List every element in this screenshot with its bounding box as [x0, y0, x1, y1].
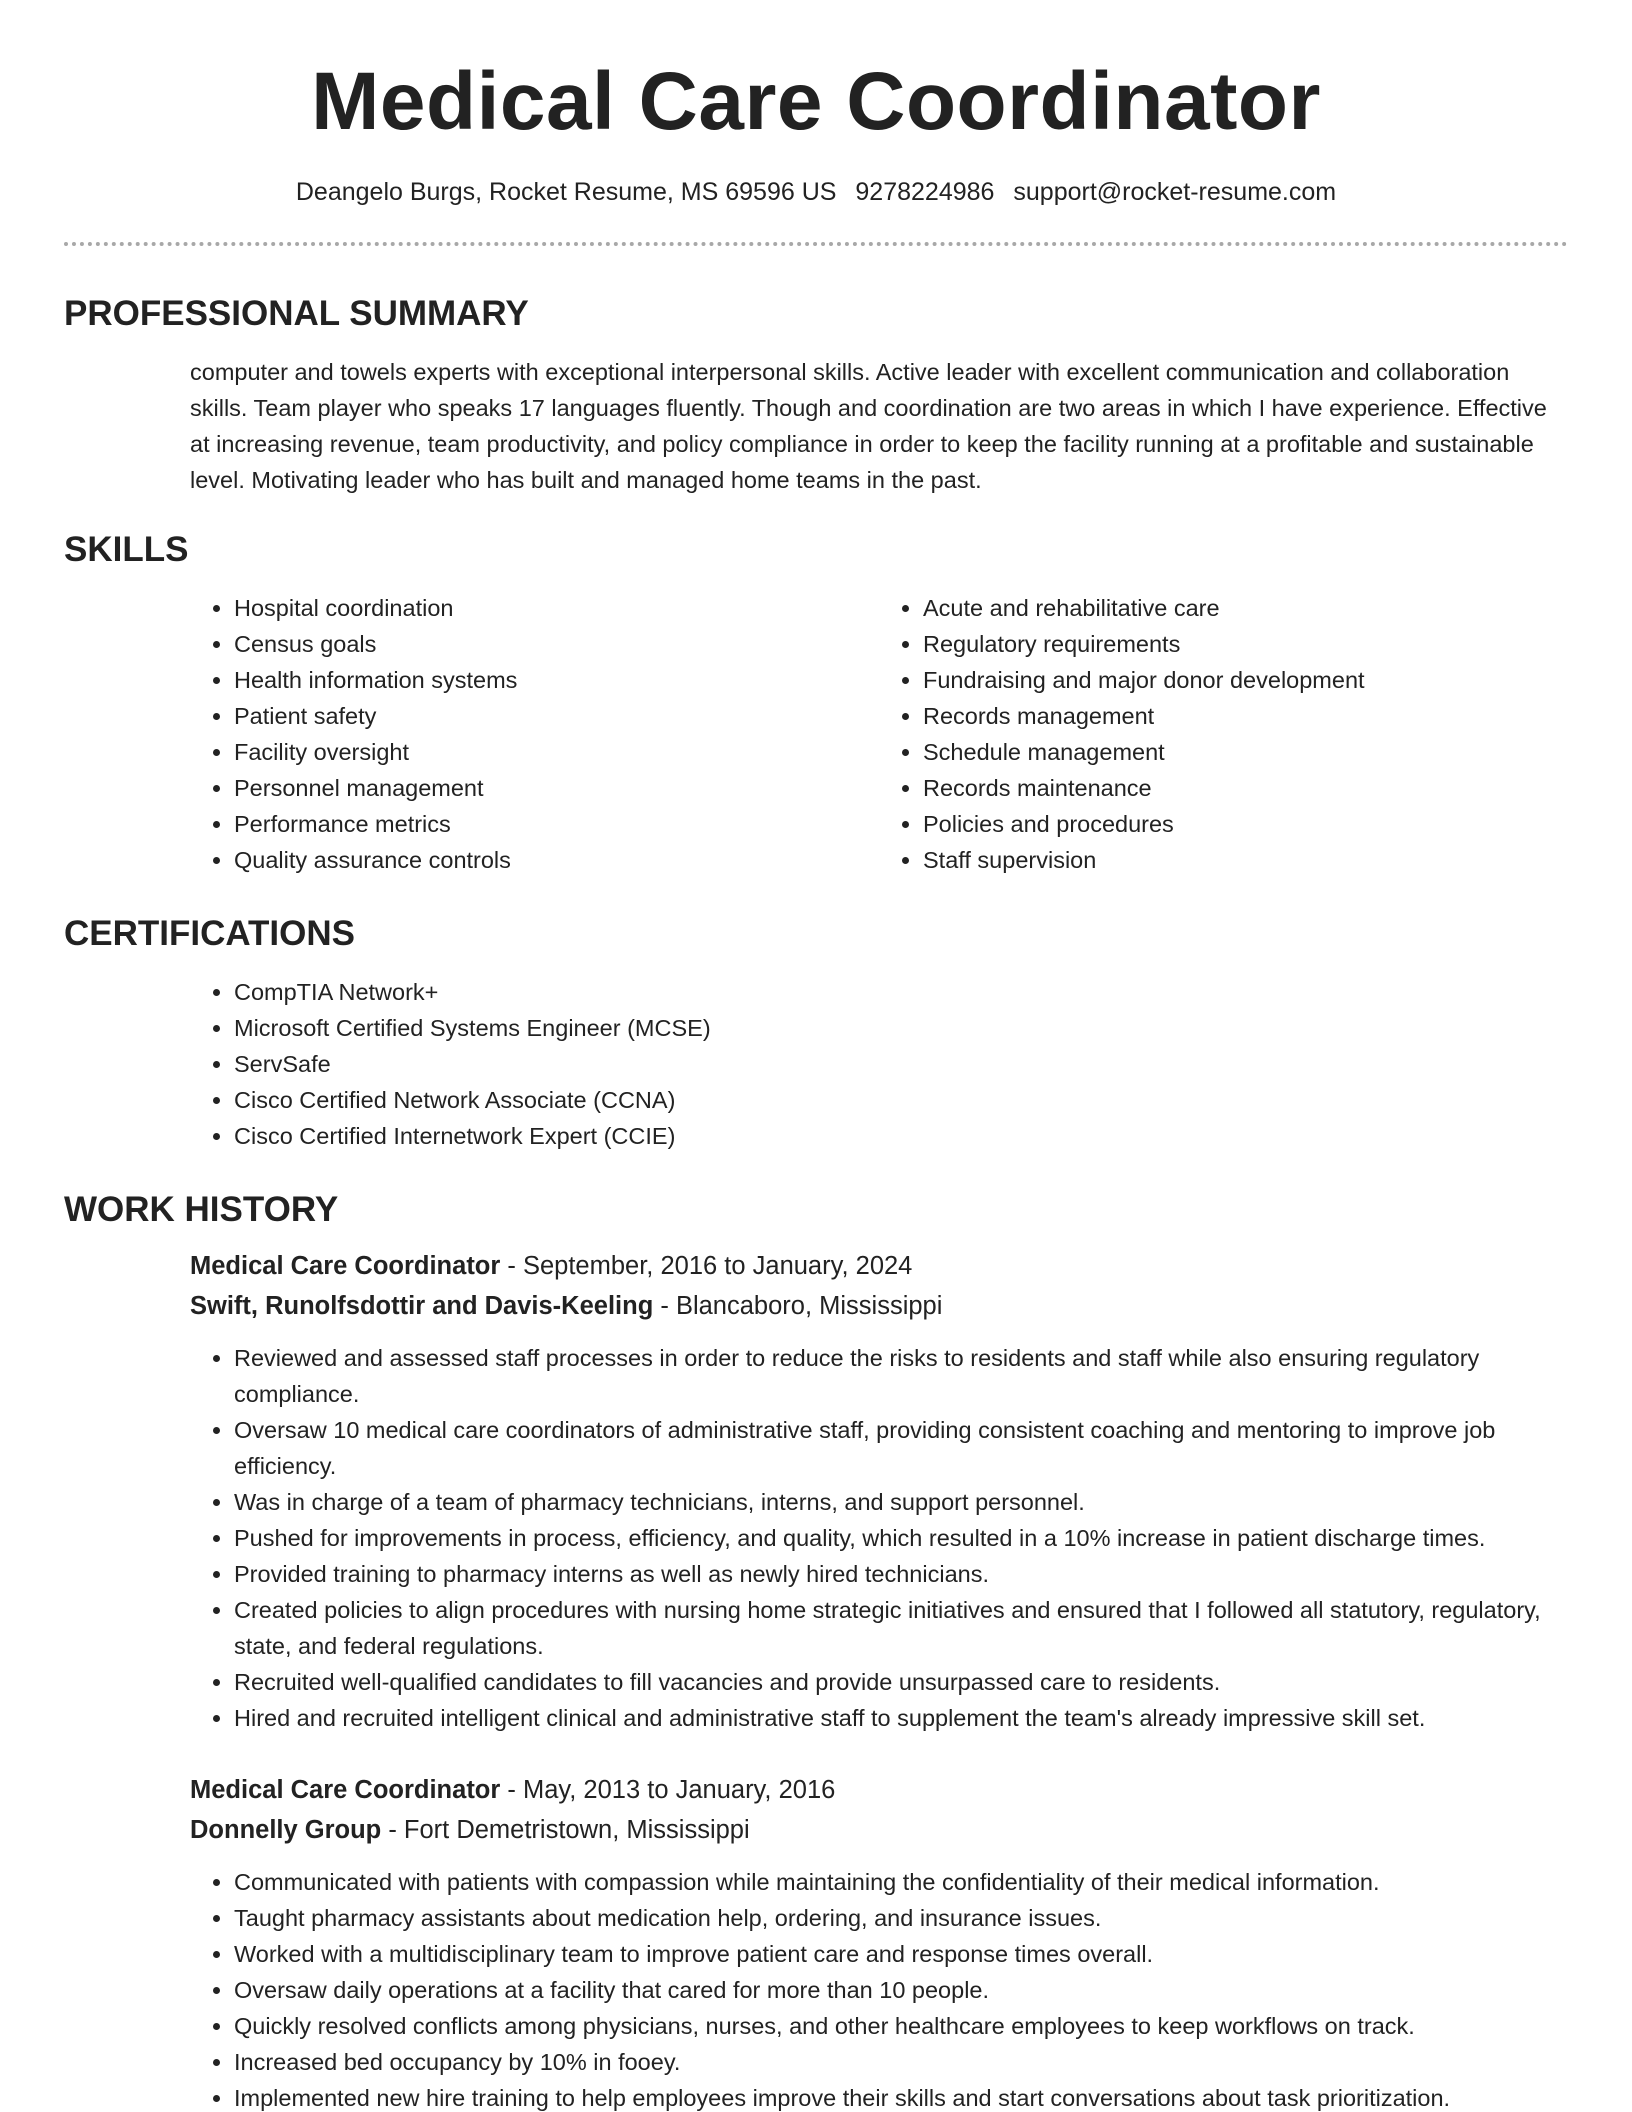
skill-item: • Schedule management	[923, 734, 1568, 770]
job-bullet: • Reviewed and assessed staff processes in order to reduce the risks to residents and staff while also ensuring regulatory compliance.	[234, 1340, 1568, 1412]
skill-item: • Policies and procedures	[923, 806, 1568, 842]
certification-item: • Cisco Certified Network Associate (CCNA)	[234, 1082, 1568, 1118]
skill-item: • Fundraising and major donor development	[923, 662, 1568, 698]
section-certifications	[64, 912, 1568, 1154]
job-location: - Fort Demetristown, Mississippi	[381, 1816, 750, 1844]
skills-column-left	[190, 590, 879, 878]
section-skills	[64, 528, 1568, 878]
job-company-line	[190, 1810, 1568, 1850]
section-heading-work-history: WORK HISTORY	[64, 1190, 339, 1229]
job-title-line	[190, 1246, 1568, 1286]
resume-header	[0, 0, 1632, 208]
certification-item: • Microsoft Certified Systems Engineer (MCSE)	[234, 1010, 1568, 1046]
skill-item: • Quality assurance controls	[234, 842, 879, 878]
skill-item: • Regulatory requirements	[923, 626, 1568, 662]
contact-phone: 9278224986	[855, 178, 995, 206]
job-location: - Blancaboro, Mississippi	[653, 1292, 943, 1320]
skill-item: • Performance metrics	[234, 806, 879, 842]
job-bullet: • Oversaw 10 medical care coordinators of administrative staff, providing consistent coaching and mentoring to improve job efficiency.	[234, 1412, 1568, 1484]
job-title: Medical Care Coordinator	[190, 1776, 501, 1804]
job-bullet: • Provided training to pharmacy interns as well as newly hired technicians.	[234, 1556, 1568, 1592]
skill-item: • Records management	[923, 698, 1568, 734]
section-heading-certifications: CERTIFICATIONS	[64, 914, 356, 953]
certification-item: • CompTIA Network+	[234, 974, 1568, 1010]
skills-grid	[190, 590, 1568, 878]
job-entry	[190, 1246, 1568, 1736]
job-title-line	[190, 1770, 1568, 1810]
contact-address: Deangelo Burgs, Rocket Resume, MS 69596 US	[295, 178, 837, 206]
job-bullet: • Created policies to align procedures with nursing home strategic initiatives and ensured that I followed all statutory, regulatory, state, and federal regulations.	[234, 1592, 1568, 1664]
skill-item: • Personnel management	[234, 770, 879, 806]
certification-item: • Cisco Certified Internetwork Expert (CCIE)	[234, 1118, 1568, 1154]
job-bullets	[190, 1340, 1568, 1736]
skill-item: • Acute and rehabilitative care	[923, 590, 1568, 626]
skill-item: • Staff supervision	[923, 842, 1568, 878]
job-bullet: • Taught pharmacy assistants about medication help, ordering, and insurance issues.	[234, 1900, 1568, 1936]
certification-item: • ServSafe	[234, 1046, 1568, 1082]
skill-item: • Facility oversight	[234, 734, 879, 770]
job-bullet: • Recruited well-qualified candidates to fill vacancies and provide unsurpassed care to residents.	[234, 1664, 1568, 1700]
skill-item: • Census goals	[234, 626, 879, 662]
summary-text: computer and towels experts with exceptional interpersonal skills. Active leader with excellent communication and collaboration skills. Team player who speaks 17 languages fluently. Though and coordination are two areas in which I have experience. Effective at increasing revenue, team productivity, and policy compliance in order to keep the facility running at a profitable and sustainable level. Motivating leader who has built and managed home teams in the past.	[190, 359, 1547, 493]
certifications-list	[190, 974, 1568, 1154]
job-bullet: • Communicated with patients with compassion while maintaining the confidentiality of their medical information.	[234, 1864, 1568, 1900]
job-bullet: • Hired and recruited intelligent clinical and administrative staff to supplement the team's already impressive skill set.	[234, 1700, 1568, 1736]
job-bullets	[190, 1864, 1568, 2112]
section-heading-skills: SKILLS	[64, 530, 189, 569]
job-dates: - September, 2016 to January, 2024	[500, 1252, 913, 1280]
skill-item: • Health information systems	[234, 662, 879, 698]
job-entry	[190, 1770, 1568, 2112]
section-heading-summary: PROFESSIONAL SUMMARY	[64, 294, 529, 333]
job-title: Medical Care Coordinator	[190, 1252, 501, 1280]
contact-line	[0, 176, 1632, 208]
job-company: Swift, Runolfsdottir and Davis-Keeling	[190, 1292, 654, 1320]
skill-item: • Hospital coordination	[234, 590, 879, 626]
job-bullet: • Oversaw daily operations at a facility that cared for more than 10 people.	[234, 1972, 1568, 2008]
section-professional-summary	[64, 292, 1568, 498]
skill-item: • Records maintenance	[923, 770, 1568, 806]
job-bullet: • Worked with a multidisciplinary team to improve patient care and response times overall.	[234, 1936, 1568, 1972]
section-work-history	[64, 1188, 1568, 2112]
job-bullet: • Pushed for improvements in process, efficiency, and quality, which resulted in a 10% increase in patient discharge times.	[234, 1520, 1568, 1556]
job-company: Donnelly Group	[190, 1816, 382, 1844]
skill-item: • Patient safety	[234, 698, 879, 734]
job-bullet: • Was in charge of a team of pharmacy technicians, interns, and support personnel.	[234, 1484, 1568, 1520]
resume-title: Medical Care Coordinator	[311, 56, 1321, 147]
job-bullet: • Quickly resolved conflicts among physicians, nurses, and other healthcare employees to keep workflows on track.	[234, 2008, 1568, 2044]
job-bullet: • Increased bed occupancy by 10% in fooey.	[234, 2044, 1568, 2080]
job-dates: - May, 2013 to January, 2016	[500, 1776, 836, 1804]
job-bullet: • Implemented new hire training to help employees improve their skills and start conversations about task prioritization.	[234, 2080, 1568, 2112]
skills-column-right	[879, 590, 1568, 878]
contact-email: support@rocket-resume.com	[1013, 178, 1337, 206]
job-company-line	[190, 1286, 1568, 1326]
header-divider	[64, 242, 1568, 246]
